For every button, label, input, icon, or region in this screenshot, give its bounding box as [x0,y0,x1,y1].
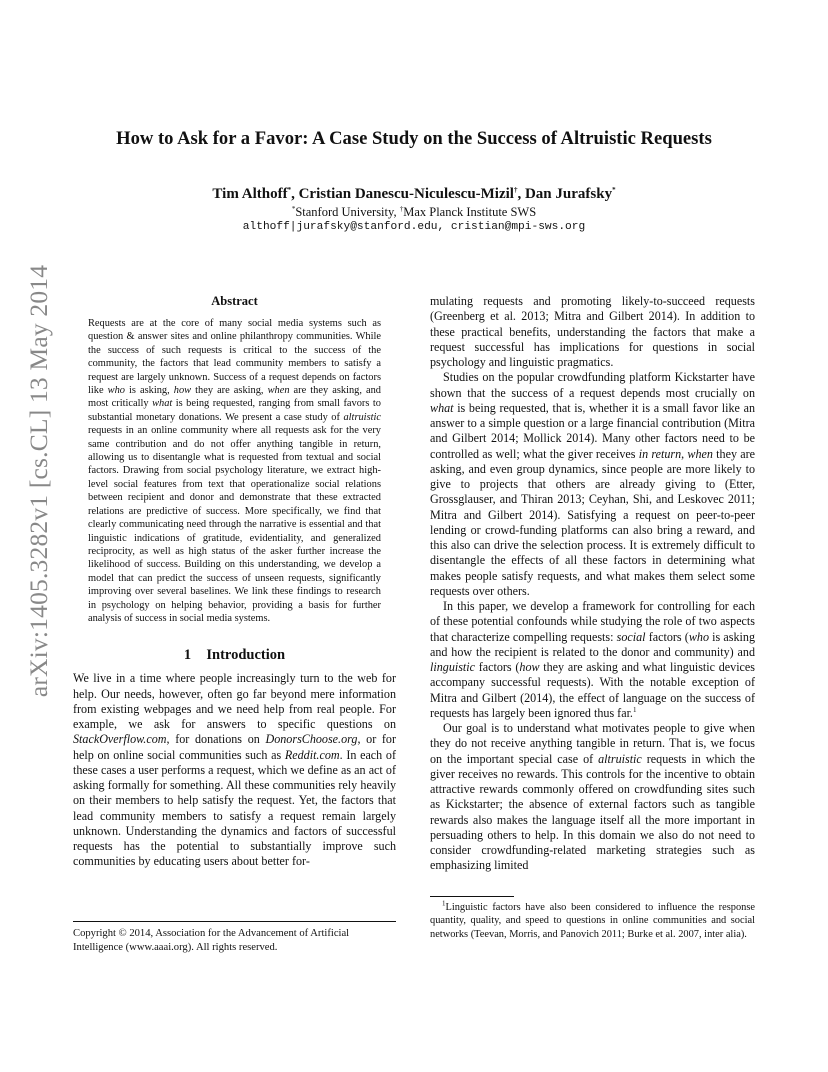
affiliation-mpi: Max Planck Institute SWS [403,205,537,219]
right-column [430,294,755,874]
author-separator: , [291,186,299,202]
abstract-emphasis: when [267,385,290,397]
affiliation-stanford: Stanford University, [295,205,400,219]
author-separator: , [517,186,525,202]
body-emphasis: who [688,629,709,644]
abstract-heading: Abstract [211,294,258,308]
body-text: Studies on the popular crowdfunding platform Kickstarter have shown that the success of a request depends most crucially on [430,370,755,400]
author-althoff: Tim Althoff [212,186,288,202]
paper-title: How to Ask for a Favor: A Case Study on the Success of Altruistic Requests [116,128,712,149]
author-list [60,186,768,203]
body-text: they are asking and what linguistic devices accompany successful requests). With the notable exception of Mitra and Gilbert (2014), the effect of language on the success of requests has largely been ignored thus far. [430,660,755,720]
footnote-reference: 1 [632,705,637,714]
abstract-text: they are asking, [191,385,268,397]
author-danescu: Cristian Danescu-Niculescu-Mizil [298,186,514,202]
abstract-emphasis: how [173,385,192,397]
author-mark: † [513,186,518,194]
affiliation-mark: * [291,204,296,213]
abstract-body [88,317,381,625]
footnote-mark: 1 [442,899,446,908]
footnote-body [430,901,755,941]
section-number: 1 [183,647,192,664]
section-title: Introduction [206,647,286,664]
author-mark: * [287,186,292,194]
body-text: We live in a time where people increasingly turn to the web for help. Our needs, however, often go far beyond mere information from existing webpages and we need help from real people. For example, we ask for answers to specific questions on [73,671,396,732]
abstract-text: Requests are at the core of many social media systems such as question & answer sites and online philanthropy communities. While the success of such requests is critical to the success of the community, the factors that lead community members to satisfy a request are largely unknown. Success of a request depends on factors like [88,318,381,397]
body-text: , [681,446,688,461]
affiliations [60,205,768,220]
right-paragraph-4 [430,721,755,874]
abstract-emphasis: who [107,385,125,397]
body-text: In this paper, we develop a framework for controlling for each of these potential confounds while studying the role of two aspects that characterize compelling requests: [430,599,755,644]
body-emphasis: altruistic [598,751,642,766]
copyright-text: 2014, Association for the Advancement of Artificial Intelligence (www.aaai.org). All rights reserved. [73,928,350,953]
affiliation-mark: † [399,204,404,213]
abstract-emphasis: altruistic [343,411,381,423]
body-emphasis: DonorsChoose.org [265,732,358,747]
section-heading-introduction [73,647,396,664]
arxiv-identifier-stamp [20,264,58,698]
body-text: Our goal is to understand what motivates people to give when they do not receive anything tangible in return. That is, we focus on the important special case of [430,721,755,766]
right-paragraph-1: mulating requests and promoting likely-to-succeed requests (Greenberg et al. 2013; Mitra and Gilbert 2014). In addition to these practical benefits, understanding the factors that make a request successful has implications for questions in social psychology and linguistic pragmatics. [430,294,755,369]
body-text: is being requested, that is, whether it is a small favor like an answer to a simple question or a large financial contribution (Mitra and Gilbert 2014; Mollick 2014). Many other factors need to be controlled as well; what the giver receives [430,400,755,461]
footnote-text: Linguistic factors have also been considered to influence the response quantity, quality, and speed to questions in online communities and social networks (Teevan, Morris, and Panovich 2011; Burke et al. 2007, inter alia). [430,902,755,940]
body-text: . In each of these cases a user performs a request, which we define as an act of asking formally for something. All these communities rely heavily on their members to help satisfy the request. Yet, the factors that lead community members to satisfy a request remain largely unknown. Understanding the dynamics and factors of successful requests has the potential to substantially improve such communities by educating users about better for- [73,747,396,869]
author-jurafsky: Dan Jurafsky [524,186,613,202]
body-text: , or for help on online social communities such as [73,732,397,762]
left-column [73,294,396,870]
body-emphasis: Reddit.com [284,747,340,762]
copyright-symbol: © [118,928,127,939]
body-emphasis: StackOverflow.com [73,732,167,747]
right-paragraph-3 [430,599,755,721]
body-emphasis: linguistic [430,660,476,674]
footnote-rule [430,896,514,897]
body-text: is asking and how the recipient is related to the donor and community) and [430,629,755,659]
body-text: , for donations on [166,732,266,747]
body-emphasis: what [430,400,454,415]
arxiv-identifier-text: arXiv:1405.3282v1 [cs.CL] 13 May 2014 [24,264,54,698]
abstract-text: requests in an online community where all requests ask for the very same contribution and do not offer anything tangible in return, allowing us to disentangle what is requested from textual and social factors. Drawing from social psychology literature, we extract high-level social features from text that operationalize social relations between recipient and donor and demonstrate that these extracted relations are predictive of success. More specifically, we find that clearly communicating need through the narrative is essential and that linguistic indications of gratitude, evidentiality, and generalized reciprocity, as well as high status of the asker further increase the likelihood of success. Building on this understanding, we develop a model that can predict the success of unseen requests, significantly improving over several baselines. We link these findings to research in psychology on helping behavior, providing a basis for further analysis of success in social media systems. [88,425,381,624]
intro-paragraph-1 [73,671,396,869]
body-text: factors ( [645,629,689,644]
body-text: requests in which the giver receives no rewards. This controls for the incentive to obtain attractive rewards commonly offered on crowdfunding sites such as Kickstarter; the absence of external factors such as tangible rewards also makes the language itself all the more important in persuading others to help. In this domain we also do not need to consider crowdfunding-related marketing strategies such as emphasizing limited [430,751,755,873]
right-paragraph-2 [430,370,755,599]
abstract-text: is asking, [124,385,174,397]
copyright-notice [73,921,396,954]
body-text: factors ( [475,660,520,674]
abstract-emphasis: what [152,398,173,410]
abstract-text: is being requested, ranging from small favors to substantial monetary donations. We present a case study of [88,398,381,423]
abstract-text: are they asking, and most critically [88,385,381,410]
body-emphasis: social [616,629,646,644]
author-mark: * [612,186,616,194]
body-emphasis: how [519,660,540,674]
body-emphasis: in return [638,446,682,461]
footnote [430,896,755,941]
author-emails: althoff|jurafsky@stanford.edu, cristian@mpi-sws.org [242,221,586,233]
copyright-text: Copyright [73,928,119,939]
body-emphasis: when [687,446,713,461]
body-text: they are asking, and even group dynamics, since people are more likely to give to projects that others are already giving to (Etter, Grossglauser, and Thiran 2013; Ceyhan, Shi, and Leskovec 2011; Mitra and Gilbert 2014). Satisfying a request on peer-to-peer lending or crowd-funding platforms can also bring a reward, and this also can drive the selection process. It is extremely difficult to disentangle the effects of all these factors in determining what makes people satisfy requests, and what makes them select some requests over others. [430,446,755,598]
